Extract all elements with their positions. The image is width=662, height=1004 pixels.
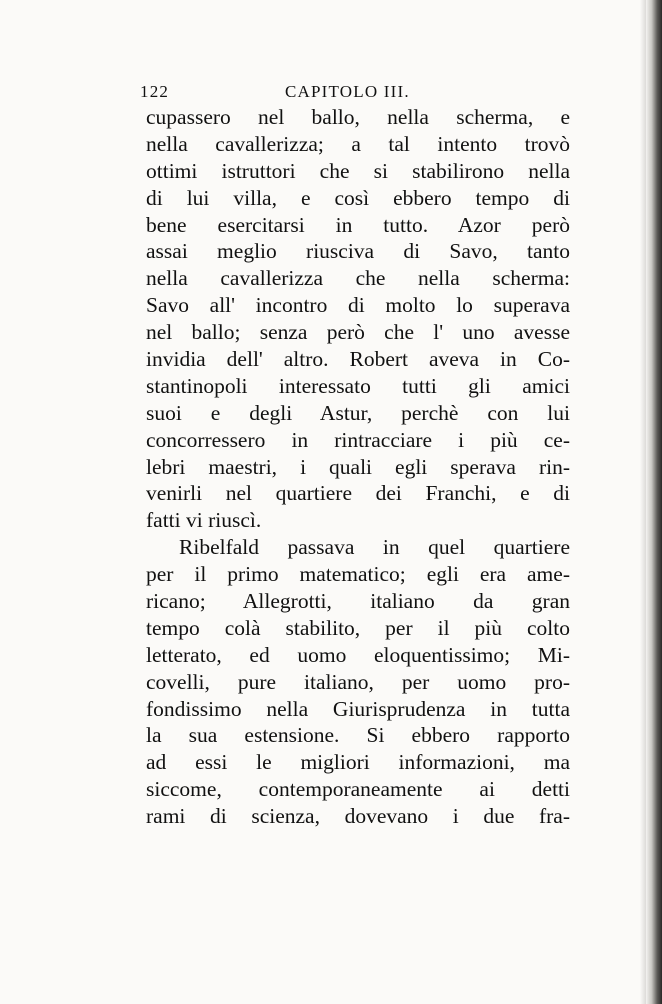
body-text — [146, 104, 570, 830]
text-line: di lui villa, e così ebbero tempo di — [146, 185, 570, 210]
text-line: nel ballo; senza però che l' uno avesse — [146, 320, 570, 345]
text-line: Ribelfald passava in quel quartiere — [179, 535, 570, 560]
text-line: ricano; Allegrotti, italiano da gran — [146, 589, 570, 614]
text-line: bene esercitarsi in tutto. Azor però — [146, 212, 570, 237]
paragraph-1 — [146, 104, 570, 534]
text-line: fatti vi riuscì. — [146, 508, 262, 533]
text-line: venirli nel quartiere dei Franchi, e di — [146, 481, 570, 506]
text-line: nella cavallerizza che nella scherma: — [146, 266, 570, 291]
text-line: stantinopoli interessato tutti gli amici — [146, 373, 570, 398]
text-line: la sua estensione. Si ebbero rapporto — [146, 723, 570, 748]
text-line: suoi e degli Astur, perchè con lui — [146, 400, 570, 425]
text-line: Savo all' incontro di molto lo superava — [146, 293, 570, 318]
text-line: ad essi le migliori informazioni, ma — [146, 750, 570, 775]
text-line: letterato, ed uomo eloquentissimo; Mi- — [146, 642, 570, 667]
text-line: fondissimo nella Giurisprudenza in tutta — [146, 696, 570, 721]
text-line: assai meglio riusciva di Savo, tanto — [146, 239, 570, 264]
text-line: ottimi istruttori che si stabilirono nella — [146, 158, 570, 183]
text-line: rami di scienza, dovevano i due fra- — [146, 804, 570, 829]
text-line: per il primo matematico; egli era ame- — [146, 562, 570, 587]
text-line: invidia dell' altro. Robert aveva in Co- — [146, 347, 570, 372]
paragraph-2 — [146, 534, 570, 830]
text-line: covelli, pure italiano, per uomo pro- — [146, 669, 570, 694]
text-line: tempo colà stabilito, per il più colto — [146, 615, 570, 640]
text-line: nella cavallerizza; a tal intento trovò — [146, 131, 570, 156]
running-head: CAPITOLO III. — [285, 82, 410, 101]
text-line: cupassero nel ballo, nella scherma, e — [146, 105, 570, 129]
page-header — [140, 82, 570, 106]
text-line: concorressero in rintracciare i più ce- — [146, 427, 570, 452]
page-number: 122 — [140, 82, 170, 101]
text-line: siccome, contemporaneamente ai detti — [146, 777, 570, 802]
text-line: lebri maestri, i quali egli sperava rin- — [146, 454, 570, 479]
binding-shadow — [646, 0, 662, 1004]
